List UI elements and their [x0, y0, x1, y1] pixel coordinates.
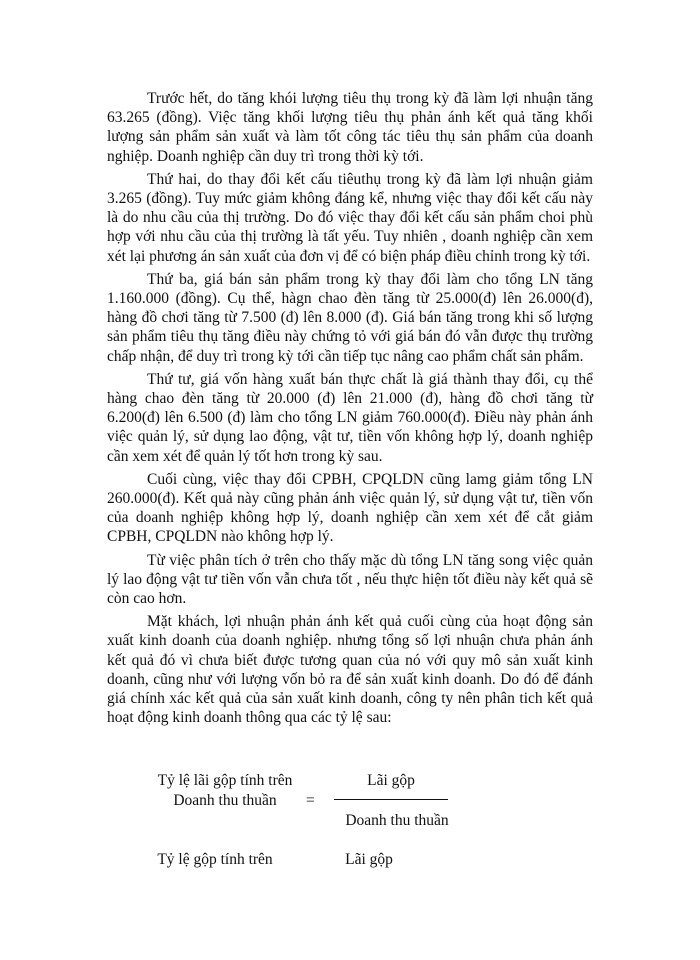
- formula1-numerator: Lãi gộp: [367, 772, 415, 789]
- formula1-equals-sign: =: [306, 792, 315, 809]
- fraction-bar: [334, 799, 448, 800]
- formula2-left-line1: Tỷ lệ gộp tính trên: [157, 851, 273, 868]
- paragraph-3: Thứ ba, giá bán sản phẩm trong kỳ thay đổi làm cho tổng LN tăng 1.160.000 (đồng). Cụ thể, hàgn chao đèn tăng từ 25.000(đ) lên 26.000(đ), hàng đồ chơi tăng từ 7.500 (đ) lên 8.000 (đ). Giá bán tăng trong khi số lượng sản phẩm tiêu thụ tăng điều này chứng tỏ với giá bán đó vẫn được thụ trường chấp nhận, để duy trì trong kỳ tới cần tiếp tục nâng cao phẩm chất sản phẩm.: [107, 270, 593, 365]
- formula1-left-line2: Doanh thu thuần: [173, 792, 277, 809]
- formula1-denominator: Doanh thu thuần: [345, 812, 449, 829]
- paragraph-7: Mặt khách, lợi nhuận phản ánh kết quả cuối cùng của hoạt động sản xuất kinh doanh của doanh nghiệp. nhưng tổng số lợi nhuận chưa phản ánh kết quả đó vì chưa biết được tương quan của nó với quy mô sản xuất kinh doanh, cũng như với lượng vốn bỏ ra để sản xuất kinh doanh. Do đó để đánh giá chính xác kết quả của sản xuất kinh doanh, công ty nên phân tich kết quả hoạt động kinh doanh thông qua các tỷ lệ sau:: [107, 613, 593, 727]
- document-body: [107, 89, 593, 732]
- paragraph-2: Thứ hai, do thay đổi kết cấu tiêuthụ trong kỳ đã làm lợi nhuận giảm 3.265 (đồng). Tuy mức giảm không đáng kể, nhưng việc thay đổi kết cấu này là do nhu cầu của thị trường. Do đó việc thay đổi kết cấu sản phẩm choi phù hợp với nhu cầu của thị trường là tất yếu. Tuy nhiên , doanh nghiệp cần xem xét lại phương án sản xuất của đơn vị để có biện pháp điều chỉnh trong kỳ tới.: [107, 170, 593, 265]
- formula1-left-line1: Tỷ lệ lãi gộp tính trên: [157, 772, 293, 789]
- paragraph-4: Thứ tư, giá vốn hàng xuất bán thực chất là giá thành thay đổi, cụ thể hàng chao đèn tăng từ 20.000 (đ) lên 21.000 (đ), hàng đồ chơi tăng từ 6.200(đ) lên 6.500 (đ) làm cho tổng LN giảm 760.000(đ). Điều này phản ánh việc quản lý, sử dụng lao động, vật tư, tiền vốn không hợp lý, doanh nghiệp cần xem xét để quản lý tốt hơn trong kỳ sau.: [107, 370, 593, 465]
- formula2-numerator: Lãi gộp: [345, 851, 393, 868]
- paragraph-5: Cuối cùng, việc thay đổi CPBH, CPQLDN cũng lamg giảm tổng LN 260.000(đ). Kết quả này cũng phản ánh việc quản lý, sử dụng vật tư, tiền vốn của doanh nghiệp không hợp lý, doanh nghiệp cần xem xét để cắt giảm CPBH, CPQLDN nào không hợp lý.: [107, 470, 593, 546]
- paragraph-6: Từ việc phân tích ở trên cho thấy mặc dù tổng LN tăng song việc quản lý lao động vật tư tiền vốn vẫn chưa tốt , nếu thực hiện tốt điều này kết quả sẽ còn cao hơn.: [107, 551, 593, 608]
- paragraph-1: Trước hết, do tăng khói lượng tiêu thụ trong kỳ đã làm lợi nhuận tăng 63.265 (đồng). Việc tăng khối lượng tiêu thụ phản ánh kết quả tăng khối lượng sản phẩm sản xuất và làm tốt công tác tiêu thụ sản phẩm của doanh nghiệp. Doanh nghiệp cần duy trì trong thời kỳ tới.: [107, 90, 593, 165]
